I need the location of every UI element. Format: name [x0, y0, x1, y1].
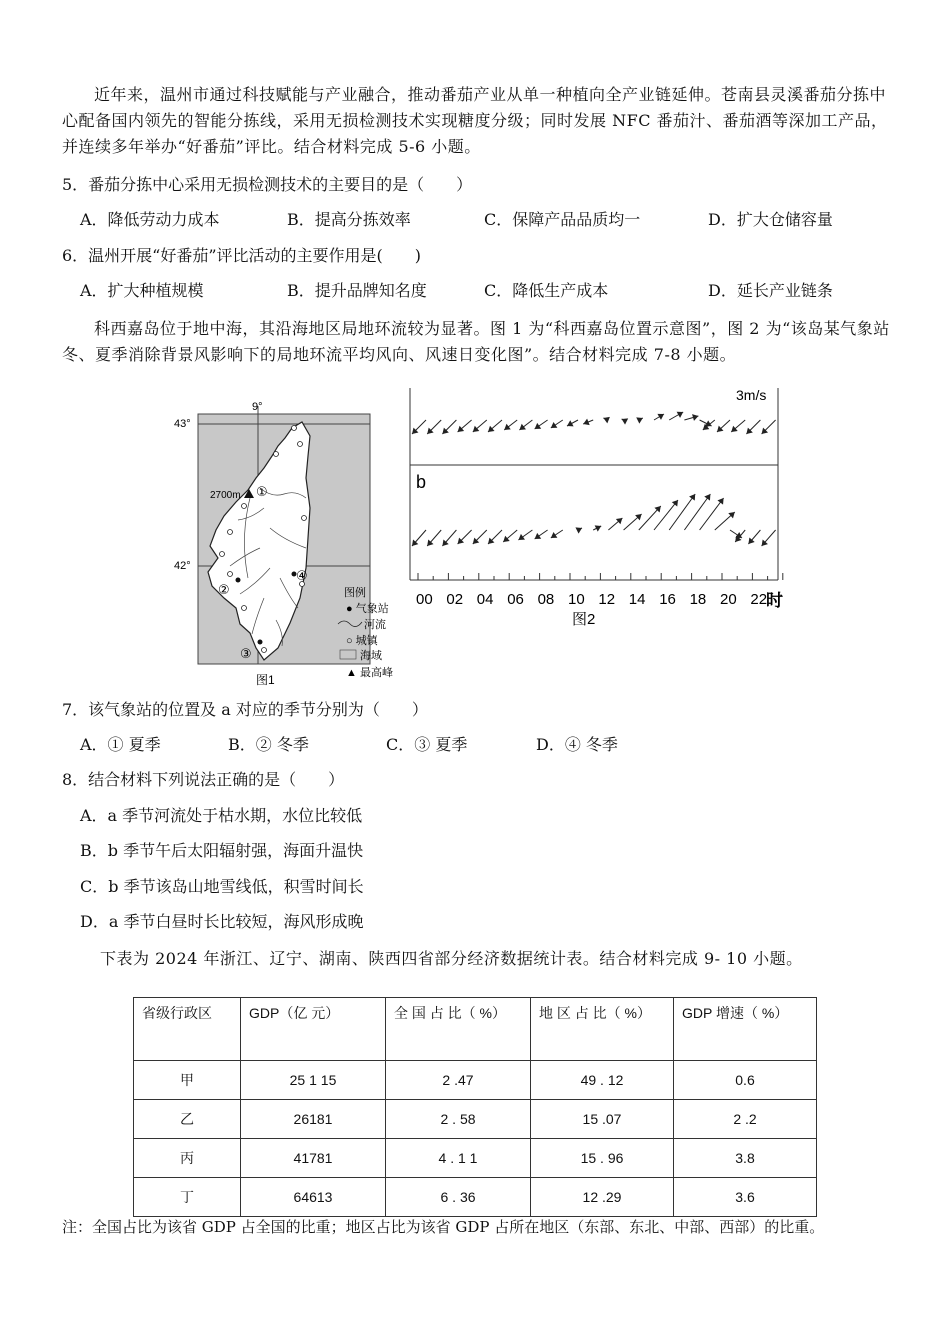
hour-axis — [416, 573, 783, 608]
q8-option-c[interactable]: C．b 季节该岛山地雪线低，积雪时间长 — [80, 877, 364, 896]
q8-option-a[interactable]: A．a 季节河流处于枯水期，水位比较低 — [80, 806, 363, 825]
marker-3: ③ — [240, 646, 252, 661]
hour-tick-label: 22 — [750, 591, 768, 608]
table-note: 注：全国占比为该省 GDP 占全国的比重；地区占比为该省 GDP 占所在地区（东部、东北、中部、西部）的比重。 — [62, 1218, 825, 1236]
marker-4: ④ — [296, 568, 308, 583]
q6-option-b[interactable]: B．提升品牌知名度 — [287, 281, 427, 300]
q7-option-d[interactable]: D．④ 冬季 — [536, 735, 618, 754]
table-header: GDP 增速（ %） — [674, 998, 817, 1061]
table-row: 丙 41781 4 . 1 1 15 . 96 3.8 — [134, 1139, 817, 1178]
economic-data-table — [133, 997, 817, 1217]
panel-b-arrows — [412, 494, 776, 546]
wind-arrowhead — [636, 417, 643, 423]
svg-text:▲ 最高峰: ▲ 最高峰 — [346, 667, 393, 679]
intro-paragraph-3: 下表为 2024 年浙江、辽宁、湖南、陕西四省部分经济数据统计表。结合材料完成 9- 10 小题。 — [100, 949, 803, 968]
svg-text:图例: 图例 — [344, 587, 366, 599]
hour-tick-label: 00 — [416, 591, 433, 608]
q7-option-a[interactable]: A．① 夏季 — [80, 735, 161, 754]
hour-tick-label: 06 — [507, 591, 524, 608]
q5-option-c[interactable]: C．保障产品品质均一 — [484, 210, 641, 229]
question-5-stem: 5．番茄分拣中心采用无损检测技术的主要目的是（ ） — [62, 175, 473, 194]
panel-b-label: b — [416, 472, 427, 492]
hour-tick-label: 04 — [476, 591, 494, 608]
peak-label: 2700m — [210, 490, 241, 501]
wind-arrowhead — [504, 424, 511, 430]
q6-option-d[interactable]: D．延长产业链条 — [708, 281, 833, 300]
svg-text:○ 城镇: ○ 城镇 — [346, 635, 378, 647]
table-header: GDP（亿 元） — [241, 998, 386, 1061]
wind-arrowhead — [603, 417, 609, 423]
lat-label-42: 42° — [174, 560, 191, 572]
marker-2: ② — [218, 582, 230, 597]
wind-arrowhead — [575, 527, 582, 533]
wind-arrowhead — [717, 498, 723, 505]
q5-option-a[interactable]: A．降低劳动力成本 — [80, 210, 220, 229]
hour-tick-label: 16 — [659, 591, 676, 608]
wind-arrowhead — [704, 494, 710, 501]
speed-scale-label: 3m/s — [736, 388, 767, 403]
lon-label: 9° — [252, 401, 263, 413]
hour-tick-label: 02 — [446, 591, 464, 608]
table-row: 乙 26181 2 . 58 15 .07 2 .2 — [134, 1100, 817, 1139]
wind-arrowhead — [622, 418, 629, 424]
marker-1: ① — [256, 484, 268, 499]
panel-a-arrows — [412, 412, 776, 434]
wind-arrow — [684, 494, 710, 530]
question-8-stem: 8．结合材料下列说法正确的是（ ） — [62, 770, 345, 789]
figure-1-map — [160, 398, 410, 690]
figure-2-wind-chart — [406, 388, 790, 628]
wind-arrow — [669, 494, 695, 530]
table-row: 丁 64613 6 . 36 12 .29 3.6 — [134, 1178, 817, 1217]
hour-tick-label: 08 — [537, 591, 555, 608]
q5-option-b[interactable]: B．提高分拣效率 — [287, 210, 411, 229]
wind-arrowhead — [519, 424, 526, 430]
wind-arrowhead — [535, 533, 542, 539]
figure-1-caption: 图1 — [256, 673, 275, 687]
q5-option-d[interactable]: D．扩大仓储容量 — [708, 210, 833, 229]
hour-tick-label: 10 — [568, 591, 585, 608]
svg-text:海域: 海域 — [360, 650, 382, 662]
wind-arrowhead — [672, 500, 678, 507]
table-header-row — [134, 998, 817, 1061]
hour-unit: 时 — [766, 591, 783, 610]
q8-option-d[interactable]: D．a 季节白昼时长比较短，海风形成晚 — [80, 912, 364, 931]
wind-arrowhead — [551, 422, 558, 428]
table-header: 地 区 占 比（ %） — [531, 998, 674, 1061]
wind-arrow — [654, 500, 678, 530]
hour-tick-label: 18 — [689, 591, 707, 608]
question-6-stem: 6．温州开展“好番茄”评比活动的主要作用是( ) — [62, 246, 422, 265]
figure-2-caption: 图2 — [572, 611, 596, 628]
lat-label-43: 43° — [174, 418, 191, 430]
table-header: 省级行政区 — [134, 998, 241, 1061]
question-7-stem: 7．该气象站的位置及 a 对应的季节分别为（ ） — [62, 700, 428, 719]
wind-arrowhead — [535, 423, 542, 429]
wind-arrowhead — [689, 494, 695, 501]
intro-paragraph-2: 科西嘉岛位于地中海，其沿海地区局地环流较为显著。图 1 为“科西嘉岛位置示意图”，图 2 为“该岛某气象站冬、夏季消除背景风影响下的局地环流平均风向、风速日变化图”。结合材料完成 7-8 小题。 — [62, 319, 890, 364]
q8-option-b[interactable]: B．b 季节午后太阳辐射强，海面升温快 — [80, 841, 364, 860]
q6-option-c[interactable]: C．降低生产成本 — [484, 281, 609, 300]
wind-arrowhead — [551, 532, 558, 538]
svg-text:● 气象站: ● 气象站 — [346, 603, 389, 615]
q6-option-a[interactable]: A．扩大种植规模 — [80, 281, 204, 300]
svg-text:河流: 河流 — [364, 619, 386, 631]
q7-option-b[interactable]: B．② 冬季 — [228, 735, 309, 754]
q7-option-c[interactable]: C．③ 夏季 — [386, 735, 468, 754]
hour-tick-label: 14 — [628, 591, 646, 608]
table-row: 甲 25 1 15 2 .47 49 . 12 0.6 — [134, 1061, 817, 1100]
hour-tick-label: 12 — [598, 591, 616, 608]
hour-tick-label: 20 — [720, 591, 737, 608]
wind-arrowhead — [518, 534, 525, 540]
table-header: 全 国 占 比（ %） — [386, 998, 531, 1061]
intro-paragraph-1: 近年来，温州市通过科技赋能与产业融合，推动番茄产业从单一种植向全产业链延伸。苍南县灵溪番茄分拣中心配备国内领先的智能分拣线，采用无损检测技术实现糖度分级；同时发展 NFC 番茄汁、番茄酒等深加工产品，并连续多年举办“好番茄”评比。结合材料完成 5-6 小题。 — [62, 85, 888, 156]
